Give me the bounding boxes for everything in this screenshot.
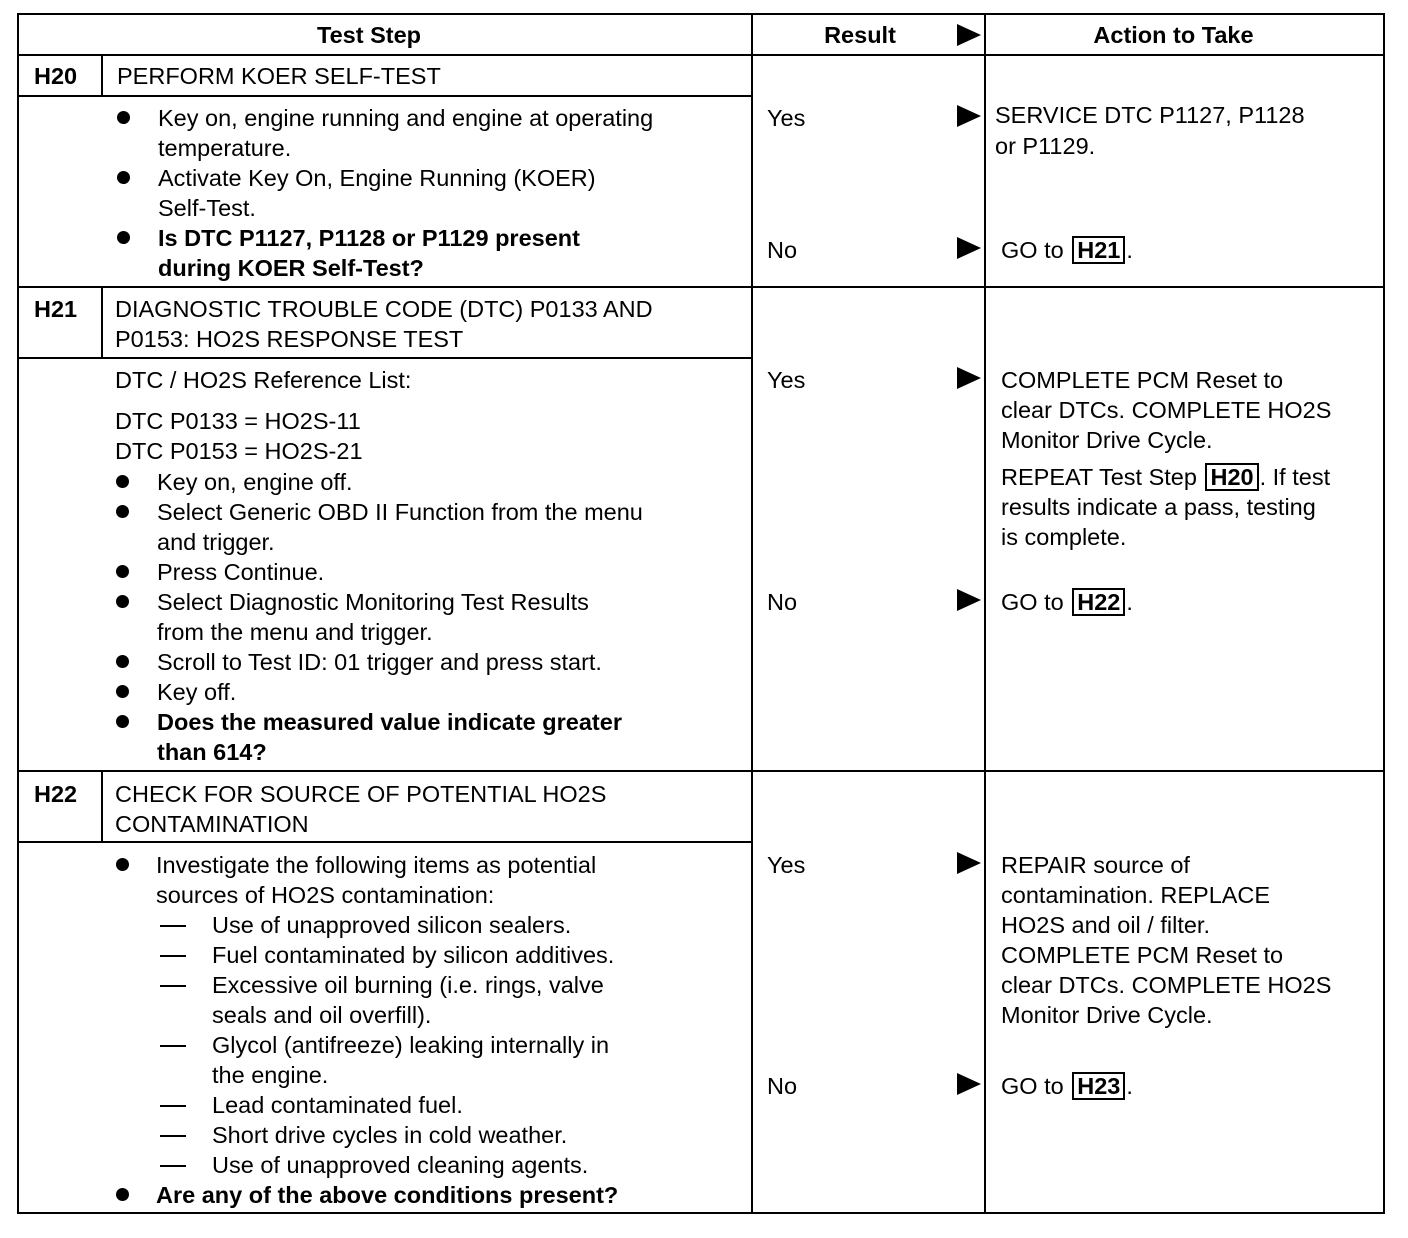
arrow-icon [957,367,981,389]
action-yes-h21-repeat [1001,462,1330,492]
action-yes-h21: results indicate a pass, testing [1001,494,1316,520]
header-arrow-icon [957,24,981,46]
title-underline-h21 [17,357,753,359]
action-yes-h21: clear DTCs. COMPLETE HO2S [1001,397,1332,423]
action-yes-h20: or P1129. [995,133,1096,159]
reference-line: DTC P0153 = HO2S-21 [115,438,363,464]
action-yes-h22: HO2S and oil / filter. [1001,912,1210,938]
bullet-icon [116,565,129,578]
bullet-icon [116,595,129,608]
step-title-h21: P0153: HO2S RESPONSE TEST [115,326,464,352]
result-no-h22: No [767,1073,798,1099]
dash-icon [160,925,186,927]
step-ref-link-h23[interactable]: H23 [1072,1072,1125,1100]
list-item: Select Generic OBD II Function from the menu [157,499,643,525]
table-border-top [17,13,1385,15]
sub-list-item: Fuel contaminated by silicon additives. [212,942,615,968]
list-item: Scroll to Test ID: 01 trigger and press start. [157,649,602,675]
row-divider-h22 [17,770,1385,772]
action-yes-h21: is complete. [1001,524,1127,550]
id-cell-divider-h22 [101,770,103,842]
sub-list-item: Glycol (antifreeze) leaking internally in [212,1032,610,1058]
result-yes-h21: Yes [767,367,806,393]
list-item-question: Are any of the above conditions present? [156,1182,619,1208]
arrow-icon [957,589,981,611]
id-cell-divider-h21 [101,286,103,358]
row-divider-h21 [17,286,1385,288]
action-yes-h22: clear DTCs. COMPLETE HO2S [1001,972,1332,998]
result-no-h21: No [767,589,798,615]
list-item-question: during KOER Self-Test? [158,255,424,281]
step-title-h20: PERFORM KOER SELF-TEST [117,63,441,89]
bullet-icon [116,655,129,668]
bullet-icon [116,685,129,698]
goto-suffix: . [1126,589,1133,615]
table-border-right [1383,13,1385,1214]
action-yes-h22: COMPLETE PCM Reset to [1001,942,1284,968]
bullet-icon [117,231,130,244]
bullet-icon [116,715,129,728]
list-item: temperature. [158,135,292,161]
dash-icon [160,1165,186,1167]
list-item: Key on, engine off. [157,469,353,495]
bullet-icon [116,475,129,488]
sub-list-item: Use of unapproved cleaning agents. [212,1152,589,1178]
sub-list-item: Excessive oil burning (i.e. rings, valve [212,972,604,998]
action-yes-h21: Monitor Drive Cycle. [1001,427,1213,453]
goto-label: GO to [1001,1073,1064,1099]
goto-label: GO to [1001,237,1064,263]
result-yes-h22: Yes [767,852,806,878]
step-ref-link-h20[interactable]: H20 [1205,463,1258,491]
list-item-question: Does the measured value indicate greater [157,709,622,735]
list-item: Select Diagnostic Monitoring Test Results [157,589,589,615]
header-divider [17,54,1385,56]
dash-icon [160,1135,186,1137]
column-divider-action [984,13,986,1214]
table-border-left [17,13,19,1214]
result-yes-h20: Yes [767,105,806,131]
action-yes-h20: SERVICE DTC P1127, P1128 [995,102,1305,128]
step-id-h20: H20 [34,63,78,89]
step-title-h21: DIAGNOSTIC TROUBLE CODE (DTC) P0133 AND [115,296,653,322]
action-yes-h22: contamination. REPLACE [1001,882,1271,908]
step-ref-link-h22[interactable]: H22 [1072,588,1125,616]
list-item: Investigate the following items as potential [156,852,597,878]
list-item: Self-Test. [158,195,256,221]
list-item: from the menu and trigger. [157,619,433,645]
header-result: Result [824,22,896,48]
column-divider-result [751,13,753,1214]
goto-suffix: . [1126,1073,1133,1099]
list-item-question: Is DTC P1127, P1128 or P1129 present [158,225,580,251]
title-underline-h20 [17,95,753,97]
sub-list-item: seals and oil overfill). [212,1002,432,1028]
sub-list-item: Use of unapproved silicon sealers. [212,912,572,938]
action-no-h21 [1001,587,1133,617]
dash-icon [160,955,186,957]
step-title-h22: CHECK FOR SOURCE OF POTENTIAL HO2S [115,781,607,807]
action-yes-h22: Monitor Drive Cycle. [1001,1002,1213,1028]
action-yes-h21: COMPLETE PCM Reset to [1001,367,1284,393]
id-cell-divider-h20 [101,54,103,96]
step-title-h22: CONTAMINATION [115,811,309,837]
dash-icon [160,985,186,987]
title-underline-h22 [17,841,753,843]
arrow-icon [957,852,981,874]
sub-list-item: the engine. [212,1062,329,1088]
sub-list-item: Lead contaminated fuel. [212,1092,463,1118]
table-border-bottom [17,1212,1385,1214]
list-item-question: than 614? [157,739,267,765]
bullet-icon [116,505,129,518]
step-id-h22: H22 [34,781,78,807]
sub-list-item: Short drive cycles in cold weather. [212,1122,568,1148]
dash-icon [160,1105,186,1107]
reference-line: DTC P0133 = HO2S-11 [115,408,361,434]
action-no-h22 [1001,1071,1133,1101]
list-item: Key off. [157,679,237,705]
reference-heading: DTC / HO2S Reference List: [115,367,412,393]
result-no-h20: No [767,237,798,263]
action-no-h20 [1001,235,1133,265]
repeat-suffix: . If test [1259,464,1331,490]
action-yes-h22: REPAIR source of [1001,852,1190,878]
arrow-icon [957,237,981,259]
dash-icon [160,1045,186,1047]
step-ref-link-h21[interactable]: H21 [1072,236,1125,264]
list-item: and trigger. [157,529,275,555]
arrow-icon [957,1073,981,1095]
step-id-h21: H21 [34,296,78,322]
list-item: Press Continue. [157,559,325,585]
goto-label: GO to [1001,589,1064,615]
bullet-icon [117,111,130,124]
bullet-icon [117,171,130,184]
list-item: sources of HO2S contamination: [156,882,495,908]
repeat-label: REPEAT Test Step [1001,464,1197,490]
bullet-icon [116,858,129,871]
bullet-icon [116,1188,129,1201]
arrow-icon [957,105,981,127]
header-action: Action to Take [1093,22,1254,48]
goto-suffix: . [1126,237,1133,263]
list-item: Activate Key On, Engine Running (KOER) [158,165,596,191]
list-item: Key on, engine running and engine at operating [158,105,654,131]
header-test-step: Test Step [316,22,422,48]
